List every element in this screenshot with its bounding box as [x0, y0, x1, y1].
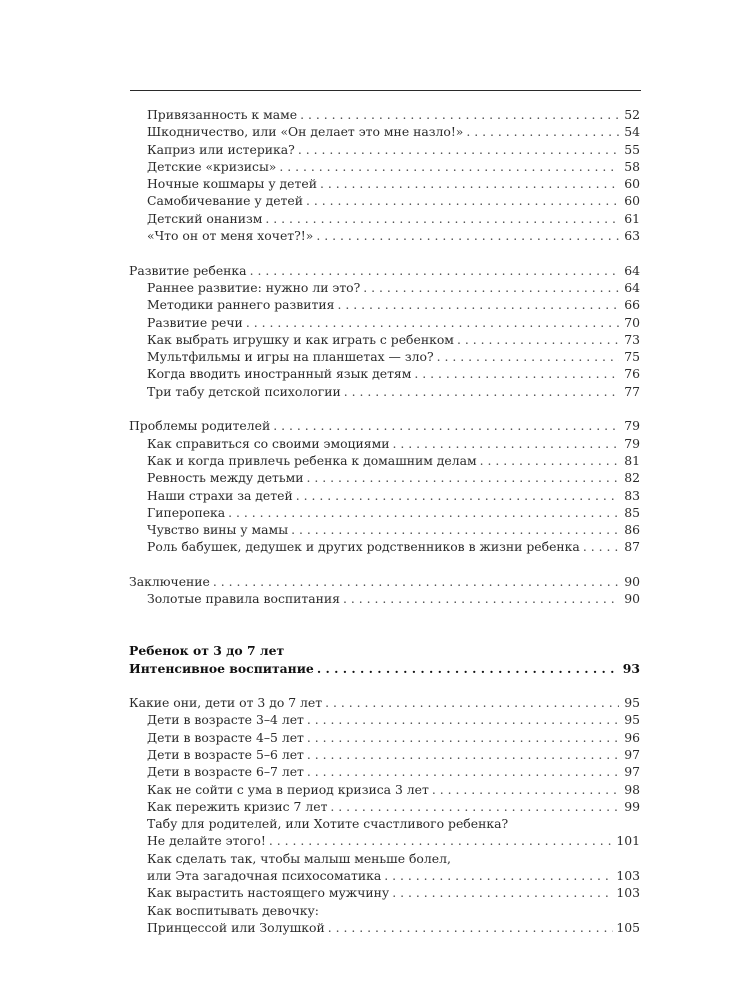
- toc-entry[interactable]: [129, 123, 640, 140]
- toc-group-2: [129, 279, 640, 400]
- toc-page: 52: [624, 107, 640, 122]
- toc-page: 54: [624, 124, 640, 140]
- toc-entry[interactable]: [129, 452, 640, 469]
- dot-leader: [437, 348, 619, 365]
- toc-entry[interactable]: [129, 383, 640, 400]
- toc-entry[interactable]: [129, 106, 640, 123]
- toc-page: 64: [624, 279, 640, 295]
- dot-leader: [480, 452, 619, 469]
- toc-title: Развитие речи: [147, 314, 243, 330]
- toc-page: 66: [624, 297, 640, 313]
- toc-group-1: [129, 106, 640, 244]
- toc-page: 83: [624, 487, 640, 503]
- toc-entry-psychosomatic-line1[interactable]: Как сделать так, чтобы малыш меньше болел,: [147, 850, 451, 866]
- toc-title: Раннее развитие: нужно ли это?: [147, 279, 361, 295]
- toc-entry[interactable]: [129, 798, 640, 815]
- toc-entry[interactable]: [129, 729, 640, 746]
- dot-leader: [296, 487, 619, 504]
- spacer: [129, 625, 640, 642]
- toc-entry-golden-rules[interactable]: [129, 590, 640, 607]
- toc-group-3: [129, 435, 640, 556]
- table-of-contents: [129, 106, 640, 936]
- spacer: [129, 244, 640, 261]
- toc-page: 73: [624, 331, 640, 347]
- dot-leader: [344, 383, 619, 400]
- toc-entry[interactable]: [129, 781, 640, 798]
- toc-page: 55: [624, 141, 640, 157]
- dot-leader: [343, 590, 619, 607]
- dot-leader: [337, 296, 619, 313]
- toc-entry[interactable]: [129, 210, 640, 227]
- toc-entry[interactable]: [129, 314, 640, 331]
- dot-leader: [432, 781, 619, 798]
- toc-title: Три табу детской психологии: [147, 383, 341, 399]
- dot-leader: [306, 192, 619, 209]
- toc-title: Интенсивное воспитание: [129, 660, 314, 676]
- toc-page: 98: [624, 781, 640, 797]
- toc-page: 79: [624, 418, 640, 434]
- toc-entry-taboo[interactable]: [129, 832, 640, 849]
- toc-title: Как вырастить настоящего мужчину: [147, 885, 390, 901]
- toc-page: 90: [624, 591, 640, 607]
- toc-page: 85: [624, 504, 640, 520]
- toc-title: Какие они, дети от 3 до 7 лет: [129, 695, 323, 711]
- dot-leader: [298, 141, 619, 158]
- toc-section-parents[interactable]: [129, 417, 640, 434]
- spacer: [129, 400, 640, 417]
- toc-entry-taboo-line1[interactable]: Табу для родителей, или Хотите счастливого ребенка?: [147, 816, 509, 832]
- toc-title: Как справиться со своими эмоциями: [147, 435, 390, 451]
- toc-entry[interactable]: [129, 469, 640, 486]
- toc-page: 105: [616, 919, 640, 935]
- dot-leader: [291, 521, 619, 538]
- dot-leader: [384, 867, 613, 884]
- toc-entry[interactable]: [129, 227, 640, 244]
- spacer: [129, 677, 640, 694]
- dot-leader: [265, 210, 619, 227]
- toc-page: 103: [616, 885, 640, 901]
- toc-title: Методики раннего развития: [147, 297, 335, 313]
- dot-leader: [279, 158, 619, 175]
- toc-section-development[interactable]: [129, 262, 640, 279]
- toc-page: 63: [624, 228, 640, 244]
- toc-page: 77: [624, 383, 640, 399]
- toc-page: 70: [624, 314, 640, 330]
- dot-leader: [228, 504, 619, 521]
- toc-page: 97: [624, 746, 640, 762]
- toc-page: 75: [624, 349, 640, 365]
- toc-entry[interactable]: [129, 279, 640, 296]
- part-heading: Ребенок от 3 до 7 лет: [129, 643, 285, 659]
- toc-page: 93: [622, 660, 640, 676]
- toc-title: Гиперопека: [147, 504, 226, 520]
- toc-entry[interactable]: [129, 348, 640, 365]
- dot-leader: [330, 798, 619, 815]
- toc-entry[interactable]: [129, 365, 640, 382]
- toc-entry[interactable]: [129, 746, 640, 763]
- dot-leader: [307, 469, 619, 486]
- toc-entry-psychosomatic[interactable]: [129, 867, 640, 884]
- toc-entry-raise-man[interactable]: [129, 884, 640, 901]
- toc-title: Развитие ребенка: [129, 262, 247, 278]
- toc-title: Принцессой или Золушкой: [147, 919, 325, 935]
- dot-leader: [414, 365, 619, 382]
- toc-page: 64: [624, 262, 640, 278]
- toc-page: 81: [624, 452, 640, 468]
- toc-page: 96: [624, 729, 640, 745]
- toc-page: 99: [624, 798, 640, 814]
- toc-page: 95: [624, 712, 640, 728]
- toc-title: Мультфильмы и игры на планшетах — зло?: [147, 349, 434, 365]
- toc-title: Как пережить кризис 7 лет: [147, 798, 328, 814]
- dot-leader: [392, 884, 613, 901]
- toc-title: Детский онанизм: [147, 210, 263, 226]
- toc-page: 82: [624, 470, 640, 486]
- toc-title: Каприз или истерика?: [147, 141, 295, 157]
- toc-page: 61: [624, 210, 640, 226]
- dot-leader: [325, 694, 619, 711]
- toc-entry[interactable]: [129, 504, 640, 521]
- toc-entry[interactable]: [129, 763, 640, 780]
- toc-title: Дети в возрасте 5–6 лет: [147, 746, 304, 762]
- toc-part-intensive[interactable]: [129, 660, 640, 677]
- toc-entry[interactable]: [129, 521, 640, 538]
- toc-entry[interactable]: [129, 158, 640, 175]
- top-rule: [130, 90, 641, 91]
- toc-page: 90: [624, 574, 640, 590]
- dot-leader: [307, 763, 619, 780]
- toc-title: или Эта загадочная психосоматика: [147, 868, 382, 884]
- toc-page: 79: [624, 435, 640, 451]
- toc-page: 95: [624, 695, 640, 711]
- dot-leader: [307, 711, 619, 728]
- toc-page: 60: [624, 176, 640, 192]
- toc-title: Золотые правила воспитания: [147, 591, 340, 607]
- toc-page: 101: [616, 833, 640, 849]
- toc-entry[interactable]: [129, 331, 640, 348]
- dot-leader: [269, 832, 613, 849]
- toc-title: «Что он от меня хочет?!»: [147, 228, 314, 244]
- dot-leader: [273, 417, 619, 434]
- dot-leader: [250, 262, 619, 279]
- toc-entry-raise-girl[interactable]: [129, 919, 640, 936]
- toc-title: Детские «кризисы»: [147, 158, 277, 174]
- dot-leader: [363, 279, 619, 296]
- dot-leader: [320, 175, 619, 192]
- toc-page: 86: [624, 522, 640, 538]
- spacer: [129, 556, 640, 573]
- toc-title: Как не сойти с ума в период кризиса 3 лет: [147, 781, 429, 797]
- toc-title: Самобичевание у детей: [147, 193, 303, 209]
- dot-leader: [328, 919, 614, 936]
- toc-section-conclusion[interactable]: [129, 573, 640, 590]
- toc-page: 103: [616, 868, 640, 884]
- dot-leader: [316, 227, 619, 244]
- toc-entry[interactable]: [129, 538, 640, 555]
- toc-title: Дети в возрасте 4–5 лет: [147, 729, 304, 745]
- dot-leader: [300, 106, 619, 123]
- dot-leader: [317, 660, 619, 677]
- toc-page: 76: [624, 366, 640, 382]
- toc-title: Когда вводить иностранный язык детям: [147, 366, 412, 382]
- spacer: [129, 608, 640, 625]
- dot-leader: [393, 435, 620, 452]
- toc-title: Роль бабушек, дедушек и других родственников в жизни ребенка: [147, 539, 580, 555]
- toc-title: Дети в возрасте 3–4 лет: [147, 712, 304, 728]
- dot-leader: [307, 746, 619, 763]
- toc-title: Привязанность к маме: [147, 107, 298, 122]
- toc-entry[interactable]: [129, 296, 640, 313]
- toc-group-4: [129, 711, 640, 815]
- toc-entry[interactable]: [129, 175, 640, 192]
- toc-section-kids[interactable]: [129, 694, 640, 711]
- dot-leader: [213, 573, 619, 590]
- toc-title: Шкодничество, или «Он делает это мне назло!»: [147, 124, 464, 140]
- dot-leader: [583, 538, 619, 555]
- toc-title: Дети в возрасте 6–7 лет: [147, 764, 304, 780]
- toc-entry[interactable]: [129, 141, 640, 158]
- toc-entry[interactable]: [129, 711, 640, 728]
- toc-title: Проблемы родителей: [129, 418, 271, 434]
- toc-title: Чувство вины у мамы: [147, 522, 289, 538]
- toc-title: Наши страхи за детей: [147, 487, 293, 503]
- dot-leader: [307, 729, 619, 746]
- toc-title: Как и когда привлечь ребенка к домашним делам: [147, 452, 477, 468]
- toc-entry-raise-girl-line1[interactable]: Как воспитывать девочку:: [147, 902, 319, 918]
- dot-leader: [466, 123, 619, 140]
- toc-title: Не делайте этого!: [147, 833, 266, 849]
- toc-title: Как выбрать игрушку и как играть с ребенком: [147, 331, 454, 347]
- toc-title: Заключение: [129, 574, 210, 590]
- toc-page: 58: [624, 158, 640, 174]
- toc-entry[interactable]: [129, 487, 640, 504]
- dot-leader: [457, 331, 619, 348]
- toc-title: Ночные кошмары у детей: [147, 176, 317, 192]
- toc-title: Ревность между детьми: [147, 470, 304, 486]
- toc-page: 97: [624, 764, 640, 780]
- toc-entry[interactable]: [129, 192, 640, 209]
- toc-page: 87: [624, 539, 640, 555]
- toc-page: 60: [624, 193, 640, 209]
- dot-leader: [246, 314, 619, 331]
- toc-entry[interactable]: [129, 435, 640, 452]
